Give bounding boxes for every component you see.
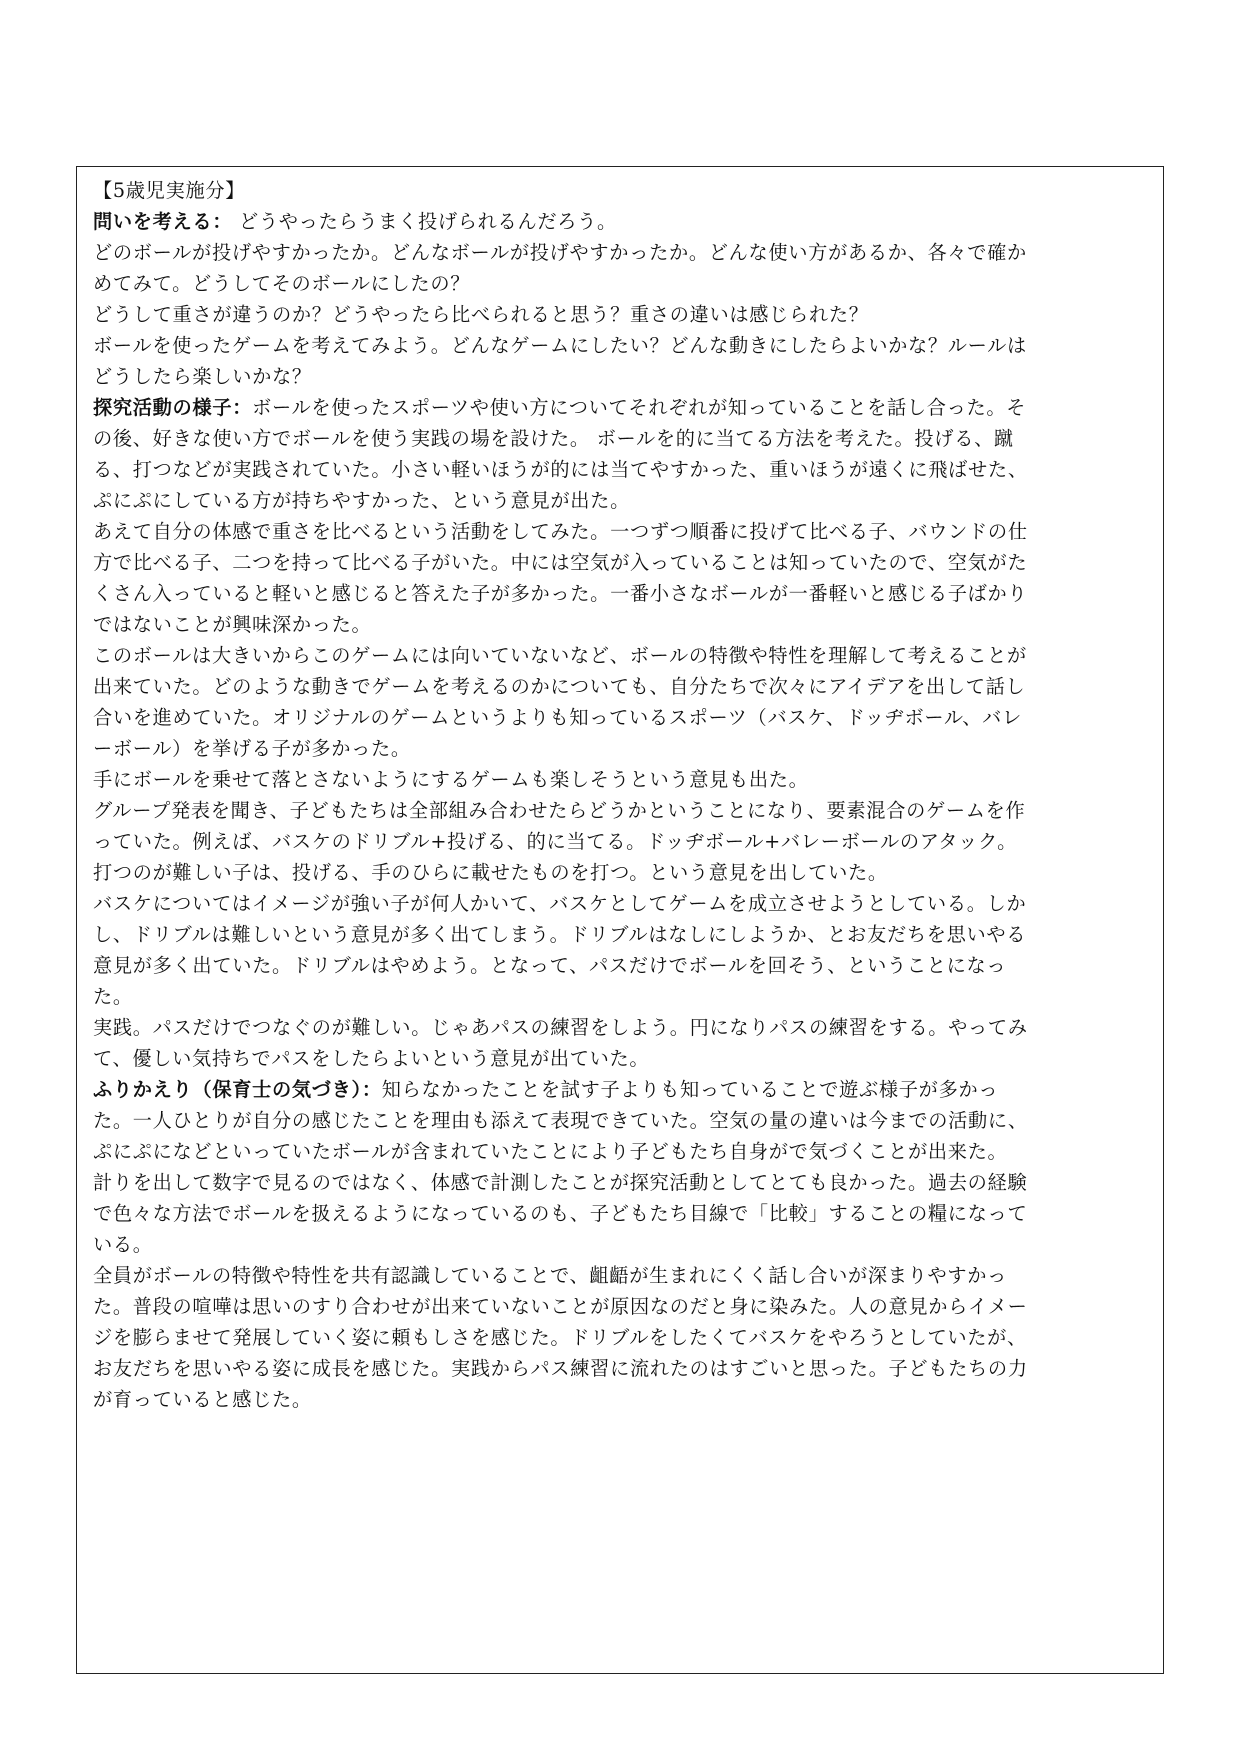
reflection-line	[93, 1074, 1145, 1105]
text-line: ーボール）を挙げる子が多かった。	[93, 737, 411, 760]
reflection-label: ふりかえり（保育士の気づき）：	[93, 1078, 382, 1101]
text-line: 全員がボールの特徴や特性を共有認識していることで、齟齬が生まれにくく話し合いが深まりやすかっ	[93, 1264, 1008, 1287]
activity-text: ボールを使ったスポーツや使い方についてそれぞれが知っていることを話し合った。そ	[252, 396, 1027, 419]
text-line: が育っていると感じた。	[93, 1388, 312, 1411]
text-line: た。普段の喧嘩は思いのすり合わせが出来ていないことが原因なのだと身に染みた。人の意見からイメー	[93, 1295, 1028, 1318]
text-line: どうして重さが違うのか？どうやったら比べられると思う？重さの違いは感じられた？	[93, 303, 869, 326]
text-line: で色々な方法でボールを扱えるようになっているのも、子どもたち目線で「比較」することの糧になって	[93, 1202, 1028, 1225]
text-line: グループ発表を聞き、子どもたちは全部組み合わせたらどうかということになり、要素混合のゲームを作	[93, 799, 1026, 822]
reflection-text: 知らなかったことを試す子よりも知っていることで遊ぶ様子が多かっ	[381, 1078, 999, 1101]
text-line: めてみて。どうしてそのボールにしたの？	[93, 272, 471, 295]
text-line: どうしたら楽しいかな？	[93, 365, 312, 388]
text-line: し、ドリブルは難しいという意見が多く出てしまう。ドリブルはなしにしようか、とお友だちを思いやる	[93, 923, 1027, 946]
text-line: ジを膨らませて発展していく姿に頼もしさを感じた。ドリブルをしたくてバスケをやろうとしていたが、	[93, 1326, 1027, 1349]
text-line: お友だちを思いやる姿に成長を感じた。実践からパス練習に流れたのはすごいと思った。子どもたちの力	[93, 1357, 1028, 1380]
text-line: ぷにぷにしている方が持ちやすかった、という意見が出た。	[93, 489, 630, 512]
text-line: いる。	[93, 1233, 153, 1256]
text-line: た。一人ひとりが自分の感じたことを理由も添えて表現できていた。空気の量の違いは今までの活動に、	[93, 1109, 1028, 1132]
text-line: このボールは大きいからこのゲームには向いていないなど、ボールの特徴や特性を理解して考えることが	[93, 644, 1027, 667]
text-line: くさん入っていると軽いと感じると答えた子が多かった。一番小さなボールが一番軽いと感じる子ばかり	[93, 582, 1028, 605]
text-line: ではないことが興味深かった。	[93, 613, 372, 636]
text-line: 手にボールを乗せて落とさないようにするゲームも楽しそうという意見も出た。	[93, 768, 809, 791]
section-heading: 【5歳児実施分】	[93, 179, 246, 202]
text-line: 合いを進めていた。オリジナルのゲームというよりも知っているスポーツ（バスケ、ドッヂボール、バレ	[93, 706, 1022, 729]
text-line: 意見が多く出ていた。ドリブルはやめよう。となって、パスだけでボールを回そう、ということになっ	[93, 954, 1007, 977]
text-line: て、優しい気持ちでパスをしたらよいという意見が出ていた。	[93, 1047, 650, 1070]
activity-line	[93, 392, 1145, 423]
text-line: る、打つなどが実践されていた。小さい軽いほうが的には当てやすかった、重いほうが遠くに飛ばせた、	[93, 458, 1028, 481]
question-line	[93, 206, 1145, 237]
question-text: どうやったらうまく投げられるんだろう。	[232, 210, 617, 233]
text-line: ぷにぷになどといっていたボールが含まれていたことにより子どもたち自身がで気づくことが出来た。	[93, 1140, 1008, 1163]
text-line: バスケについてはイメージが強い子が何人かいて、バスケとしてゲームを成立させようとしている。しか	[93, 892, 1027, 915]
text-line: ボールを使ったゲームを考えてみよう。どんなゲームにしたい？どんな動きにしたらよいかな？ルールは	[93, 334, 1027, 357]
text-line: 実践。パスだけでつなぐのが難しい。じゃあパスの練習をしよう。円になりパスの練習をする。やってみ	[93, 1016, 1028, 1039]
text-line: 計りを出して数字で見るのではなく、体感で計測したことが探究活動としてとても良かった。過去の経験	[93, 1171, 1028, 1194]
text-line: 方で比べる子、二つを持って比べる子がいた。中には空気が入っていることは知っていたので、空気がた	[93, 551, 1028, 574]
text-line: 打つのが難しい子は、投げる、手のひらに載せたものを打つ。という意見を出していた。	[93, 861, 888, 884]
activity-label: 探究活動の様子：	[93, 396, 253, 419]
text-line: 出来ていた。どのような動きでゲームを考えるのかについても、自分たちで次々にアイデアを出して話し	[93, 675, 1026, 698]
text-line: どのボールが投げやすかったか。どんなボールが投げやすかったか。どんな使い方があるか、各々で確か	[93, 241, 1027, 264]
text-line: の後、好きな使い方でボールを使う実践の場を設けた。 ボールを的に当てる方法を考えた。投げる、蹴	[93, 427, 1014, 450]
text-line: た。	[93, 985, 133, 1008]
text-line: っていた。例えば、バスケのドリブル+投げる、的に当てる。ドッヂボール+バレーボールのアタック。	[93, 830, 1018, 853]
question-label: 問いを考える：	[93, 210, 233, 233]
text-line: あえて自分の体感で重さを比べるという活動をしてみた。一つずつ順番に投げて比べる子、バウンドの仕	[93, 520, 1028, 543]
report-box	[76, 166, 1164, 1674]
